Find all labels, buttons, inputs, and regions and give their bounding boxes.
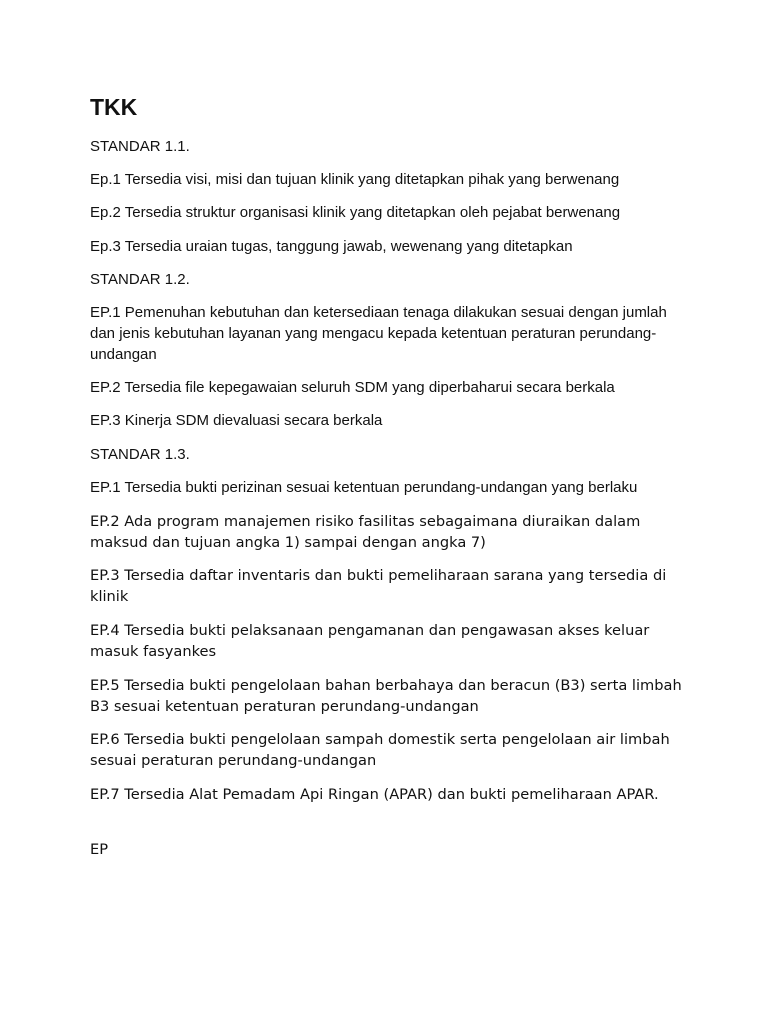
paragraph-ep3-1-1: Ep.3 Tersedia uraian tugas, tanggung jawab, wewenang yang ditetapkan [90,238,573,255]
paragraph-ep2-1-1: Ep.2 Tersedia struktur organisasi klinik yang ditetapkan oleh pejabat berwenang [90,204,621,221]
paragraph-ep1-1-1: Ep.1 Tersedia visi, misi dan tujuan klinik yang ditetapkan pihak yang berwenang [90,171,620,188]
standard-heading-1-2: STANDAR 1.2. [90,271,190,288]
paragraph-ep2-1-3: EP.2 Ada program manajemen risiko fasilitas sebagaimana diuraikan dalam maksud dan tujuan angka 1) sampai dengan angka 7) [90,513,641,551]
paragraph-ep1-1-2: EP.1 Pemenuhan kebutuhan dan ketersediaan tenaga dilakukan sesuai dengan jumlah dan jenis kebutuhan layanan yang mengacu kepada ketentuan peraturan perundang-undangan [90,304,667,363]
standard-heading-1-1: STANDAR 1.1. [90,138,190,155]
paragraph-ep4-1-3: EP.4 Tersedia bukti pelaksanaan pengamanan dan pengawasan akses keluar masuk fasyankes [90,622,650,660]
paragraph-ep5-1-3: EP.5 Tersedia bukti pengelolaan bahan berbahaya dan beracun (B3) serta limbah B3 sesuai ketentuan peraturan perundang-undangan [90,677,682,715]
paragraph-ep3-1-2: EP.3 Kinerja SDM dievaluasi secara berkala [90,412,383,429]
paragraph-ep6-1-3: EP.6 Tersedia bukti pengelolaan sampah domestik serta pengelolaan air limbah sesuai peraturan perundang-undangan [90,731,670,769]
document-title: TKK [90,94,138,120]
paragraph-ep1-1-3: EP.1 Tersedia bukti perizinan sesuai ketentuan perundang-undangan yang berlaku [90,479,638,496]
paragraph-ep-trailing: EP [90,841,109,858]
standard-heading-1-3: STANDAR 1.3. [90,446,190,463]
paragraph-ep3-1-3: EP.3 Tersedia daftar inventaris dan bukti pemeliharaan sarana yang tersedia di klinik [90,567,667,605]
paragraph-ep7-1-3: EP.7 Tersedia Alat Pemadam Api Ringan (APAR) dan bukti pemeliharaan APAR. [90,786,659,803]
paragraph-ep2-1-2: EP.2 Tersedia file kepegawaian seluruh SDM yang diperbaharui secara berkala [90,379,615,396]
